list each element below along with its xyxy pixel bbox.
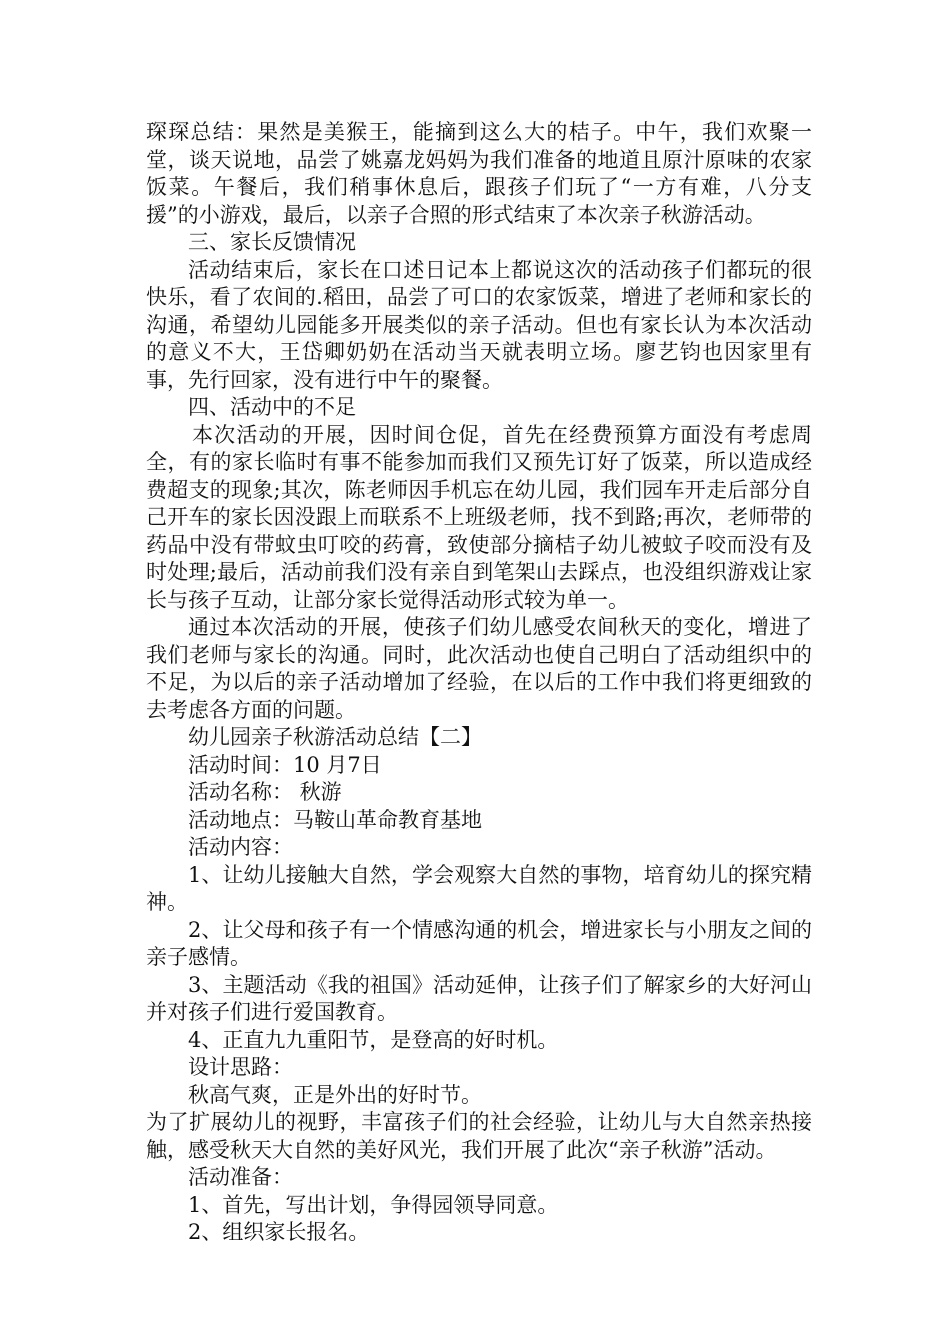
paragraph-parent-feedback: 活动结束后，家长在口述日记本上都说这次的活动孩子们都玩的很快乐，看了农间的.稻田，品尝了可口的农家饭菜，增进了老师和家长的沟通，希望幼儿园能多开展类似的亲子活动。但也有家长认为本次活动的意义不大，王岱卿奶奶在活动当天就表明立场。廖艺钧也因家里有事，先行回家，没有进行中午的聚餐。 <box>146 257 812 392</box>
content-item-1: 1、让幼儿接触大自然，学会观察大自然的事物，培育幼儿的探究精神。 <box>146 862 812 914</box>
section-heading-parent-feedback: 三、家长反馈情况 <box>188 230 356 254</box>
document-body <box>146 119 812 1247</box>
activity-location: 活动地点：马鞍山革命教育基地 <box>188 807 482 832</box>
activity-time: 活动时间：10 月7日 <box>188 752 382 777</box>
section-heading-shortcomings: 四、活动中的不足 <box>188 395 356 419</box>
design-idea-line: 秋高气爽，正是外出的好时节。 <box>188 1082 482 1107</box>
paragraph-shortcomings: 本次活动的开展，因时间仓促，首先在经费预算方面没有考虑周全，有的家长临时有事不能参加而我们又预先订好了饭菜，所以造成经费超支的现象;其次，陈老师因手机忘在幼儿园，我们园车开走后部分自己开车的家长因没跟上而联系不上班级老师，找不到路;再次，老师带的药品中没有带蚊虫叮咬的药膏，致使部分摘桔子幼儿被蚊子咬而没有及时处理;最后，活动前我们没有亲自到笔架山去踩点，也没组织游戏让家长与孩子互动，让部分家长觉得活动形式较为单一。 <box>146 422 812 612</box>
activity-name: 活动名称： 秋游 <box>188 780 342 804</box>
preparation-item-2: 2、组织家长报名。 <box>188 1220 370 1244</box>
paragraph-conclusion: 通过本次活动的开展，使孩子们幼儿感受农间秋天的变化，增进了我们老师与家长的沟通。同时，此次活动也使自己明白了活动组织中的不足，为以后的亲子活动增加了经验，在以后的工作中我们将更细致的去考虑各方面的问题。 <box>146 615 812 722</box>
design-idea-heading: 设计思路： <box>188 1055 293 1079</box>
content-item-3: 3、主题活动《我的祖国》活动延伸，让孩子们了解家乡的大好河山并对孩子们进行爱国教育。 <box>146 972 812 1024</box>
paragraph-summary-continued: 琛琛总结：果然是美猴王，能摘到这么大的桔子。中午，我们欢聚一堂，谈天说地，品尝了姚嘉龙妈妈为我们准备的地道且原汁原味的农家饭菜。午餐后，我们稍事休息后，跟孩子们玩了“一方有难，八分支援”的小游戏，最后，以亲子合照的形式结束了本次亲子秋游活动。 <box>146 120 812 227</box>
content-item-2: 2、让父母和孩子有一个情感沟通的机会，增进家长与小朋友之间的亲子感情。 <box>146 917 812 969</box>
preparation-heading: 活动准备： <box>188 1165 293 1189</box>
design-idea-paragraph: 为了扩展幼儿的视野，丰富孩子们的社会经验，让幼儿与大自然亲热接触，感受秋天大自然的美好风光，我们开展了此次“亲子秋游”活动。 <box>146 1110 812 1162</box>
content-item-4: 4、正直九九重阳节，是登高的好时机。 <box>188 1027 559 1052</box>
activity-content-heading: 活动内容： <box>188 835 293 859</box>
preparation-item-1: 1、首先，写出计划，争得园领导同意。 <box>188 1192 559 1217</box>
document-title-part-two: 幼儿园亲子秋游活动总结【二】 <box>188 725 482 749</box>
